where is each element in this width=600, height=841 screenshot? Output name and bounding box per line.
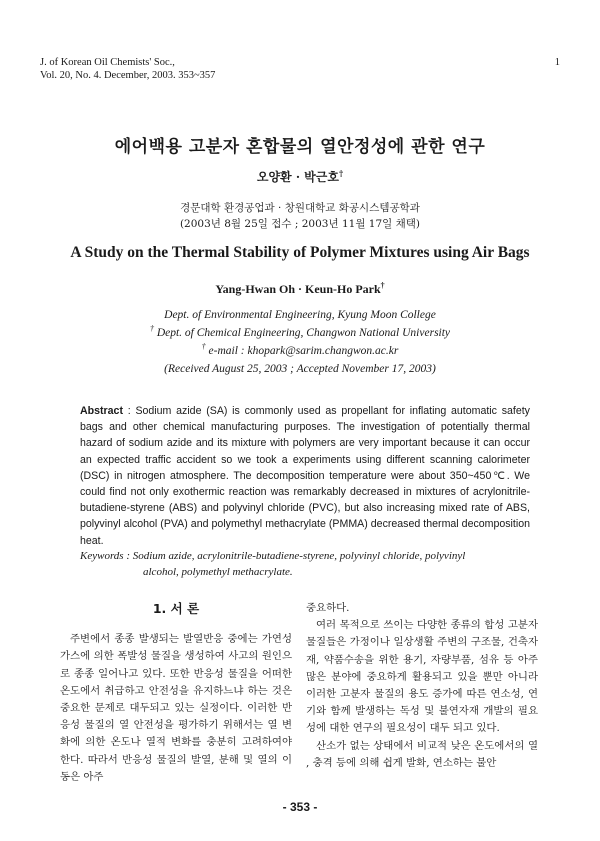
section-title-introduction: 1. 서 론	[152, 601, 200, 616]
keywords-line1: Keywords : Sodium azide, acrylonitrile-butadiene-styrene, polyvinyl chloride, polyvinyl	[80, 550, 466, 562]
keywords	[80, 548, 530, 580]
korean-authors	[0, 168, 600, 185]
affiliation-email-mark: †	[201, 342, 206, 352]
footer-page-number: - 353 -	[282, 800, 318, 814]
journal-volume: Vol. 20, No. 4. December, 2003. 353~357	[40, 70, 216, 81]
abstract	[80, 403, 530, 549]
korean-affiliation	[0, 200, 600, 232]
intro-paragraph-1-cont: 중요하다.	[306, 602, 350, 614]
affiliation-email: e-mail : khopark@sarim.changwon.ac.kr	[208, 345, 399, 357]
english-authors-names: Yang-Hwan Oh · Keun-Ho Park	[215, 282, 381, 296]
english-title: A Study on the Thermal Stability of Polymer Mixtures using Air Bags	[70, 244, 530, 261]
affiliation-email-line	[0, 342, 600, 360]
english-authors	[0, 282, 600, 297]
korean-title: 에어백용 고분자 혼합물의 열안정성에 관한 연구	[114, 137, 486, 157]
journal-name: J. of Korean Oil Chemists' Soc.,	[40, 57, 175, 68]
english-dates: (Received August 25, 2003 ; Accepted November 17, 2003)	[164, 363, 436, 375]
affiliation-dept2-mark: †	[149, 324, 154, 334]
intro-paragraph-3: 산소가 없는 상태에서 비교적 낮은 온도에서의 열 , 충격 등에 의해 쉽게 발화, 연소하는 불안	[306, 739, 538, 769]
intro-paragraph-2: 여러 목적으로 쓰이는 다양한 종류의 합성 고분자 물질들은 가정이나 일상생활 주변의 구조물, 건축자재, 약품수송을 위한 용기, 자량부품, 섬유 등 아주 많은 분야에 중요하게 활용되고 있을 뿐만 아니라 이러한 고분자 물질의 용도 증가에 따른 연소성, 연기와 함께 발생하는 독성 및 불연자재 개발의 필요성에 대한 연구의 필요성이 대두 되고 있다.	[306, 619, 538, 735]
right-column	[306, 600, 538, 772]
korean-affiliation-depts: 경문대학 환경공업과 · 창원대학교 화공시스템공학과	[180, 202, 420, 214]
keywords-line2: alcohol, polymethyl methacrylate.	[143, 566, 293, 578]
abstract-text: : Sodium azide (SA) is commonly used as propellant for inflating automatic safety bags and other chemical manufacturing purposes. The investigation of potentially thermal hazard of sodium azide and its mixture with polymers are very important because it can occur an expected traffic accident so we took a experiments using different scanning calorimeter (DSC) in nitrogen atmosphere. The decomposition temperature were about 350~450℃. We could find not only exothermic reaction was remarkably decreased in mixtures of acrylonitrile-butadiene-styrene (ABS) and polyvinyl chloride (PVC), but also increasing mixed rate of ABS, polyvinyl alcohol (PVA) and polymethyl methacrylate (PMMA) decreased thermal decomposition heat.	[80, 405, 530, 547]
korean-dates: (2003년 8월 25일 접수 ; 2003년 11월 17일 채택)	[179, 218, 421, 230]
affiliation-dept1: Dept. of Environmental Engineering, Kyung Moon College	[164, 309, 436, 321]
abstract-label: Abstract	[80, 405, 123, 417]
affiliation-dept2-line	[0, 324, 600, 342]
journal-header	[40, 56, 560, 82]
left-column	[60, 600, 292, 786]
english-authors-mark: †	[380, 281, 385, 290]
korean-authors-mark: †	[338, 168, 344, 178]
korean-authors-names: 오양환 · 박근호	[256, 170, 339, 184]
affiliation-dept2: Dept. of Chemical Engineering, Changwon National University	[156, 327, 451, 339]
english-affiliations	[0, 306, 600, 378]
header-page-number: 1	[554, 57, 560, 68]
intro-paragraph-1: 주변에서 종종 발생되는 발열반응 중에는 가연성 가스에 의한 폭발성 물질을 생성하여 사고의 원인으로 종종 일어나고 있다. 또한 반응성 물질을 어떠한 온도에서 취급하고 안전성을 유지하느냐 하는 것은 중요한 문제로 대두되고 있는 실정이다. 이러한 반응성 물질의 열 안전성을 평가하기 위해서는 열 변화에 의한 온도나 열적 변화를 충분히 고려하여야 한다. 따라서 반응성 물질의 발열, 분해 및 열의 이동은 아주	[60, 633, 292, 783]
